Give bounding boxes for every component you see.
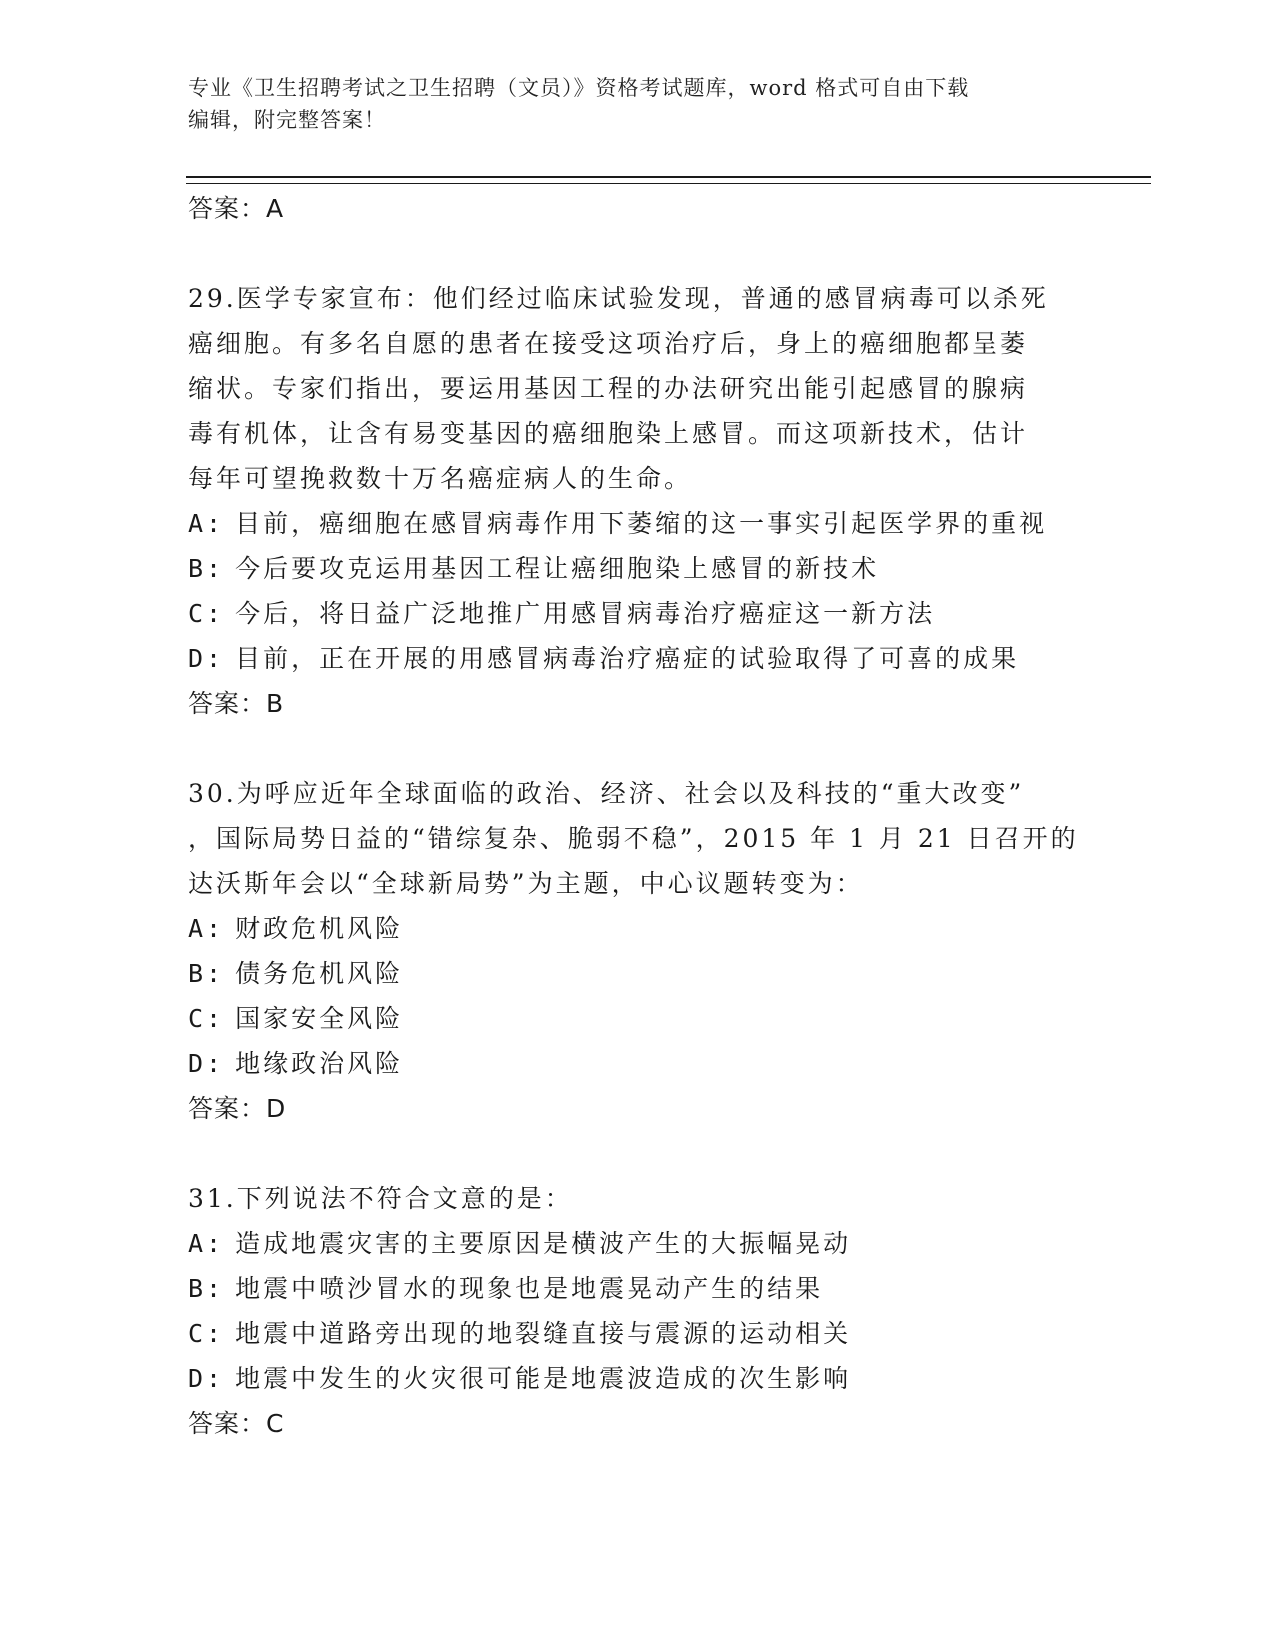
option-a: A: 目前，癌细胞在感冒病毒作用下萎缩的这一事实引起医学界的重视 [188, 509, 1048, 538]
option-a: A: 造成地震灾害的主要原因是横波产生的大振幅晃动 [188, 1229, 852, 1258]
question-31 [188, 1176, 1088, 1446]
question-stem-line: 每年可望挽救数十万名癌症病人的生命。 [188, 464, 693, 493]
answer-30: 答案：D [188, 1094, 287, 1123]
option-c: C: 地震中道路旁出现的地裂缝直接与震源的运动相关 [188, 1319, 852, 1348]
question-29 [188, 276, 1088, 726]
header-line-2: 编辑，附完整答案！ [188, 108, 386, 132]
question-number: 29. [188, 284, 237, 313]
option-d: D: 目前，正在开展的用感冒病毒治疗癌症的试验取得了可喜的成果 [188, 644, 1020, 673]
header-line-1: 专业《卫生招聘考试之卫生招聘（文员）》资格考试题库，word 格式可自由下载 [188, 76, 970, 100]
question-stem-line: 31.下列说法不符合文意的是： [188, 1184, 573, 1213]
answer-29: 答案：B [188, 689, 285, 718]
question-stem-line: 毒有机体，让含有易变基因的癌细胞染上感冒。而这项新技术，估计 [188, 419, 1029, 448]
question-stem-line: ，国际局势日益的“错综复杂、脆弱不稳”，2015 年 1 月 21 日召开的 [188, 824, 1079, 853]
question-stem-line: 癌细胞。有多名自愿的患者在接受这项治疗后，身上的癌细胞都呈萎 [188, 329, 1029, 358]
option-d: D: 地缘政治风险 [188, 1049, 404, 1078]
header-divider [186, 176, 1151, 184]
question-stem-line: 缩状。专家们指出，要运用基因工程的办法研究出能引起感冒的腺病 [188, 374, 1029, 403]
question-number: 31. [188, 1184, 237, 1213]
question-stem-line: 30.为呼应近年全球面临的政治、经济、社会以及科技的“重大改变” [188, 779, 1025, 808]
question-stem-line: 29.医学专家宣布：他们经过临床试验发现，普通的感冒病毒可以杀死 [188, 284, 1049, 313]
answer-previous: 答案：A [188, 194, 285, 223]
document-body [188, 186, 1088, 1446]
option-b: B: 地震中喷沙冒水的现象也是地震晃动产生的结果 [188, 1274, 824, 1303]
option-c: C: 今后，将日益广泛地推广用感冒病毒治疗癌症这一新方法 [188, 599, 936, 628]
question-number: 30. [188, 779, 237, 808]
question-30 [188, 771, 1088, 1131]
option-d: D: 地震中发生的火灾很可能是地震波造成的次生影响 [188, 1364, 852, 1393]
option-a: A: 财政危机风险 [188, 914, 404, 943]
option-b: B: 债务危机风险 [188, 959, 404, 988]
option-c: C: 国家安全风险 [188, 1004, 404, 1033]
answer-31: 答案：C [188, 1409, 285, 1438]
question-stem-line: 达沃斯年会以“全球新局势”为主题，中心议题转变为： [188, 869, 864, 898]
page-header [188, 72, 1088, 136]
option-b: B: 今后要攻克运用基因工程让癌细胞染上感冒的新技术 [188, 554, 880, 583]
